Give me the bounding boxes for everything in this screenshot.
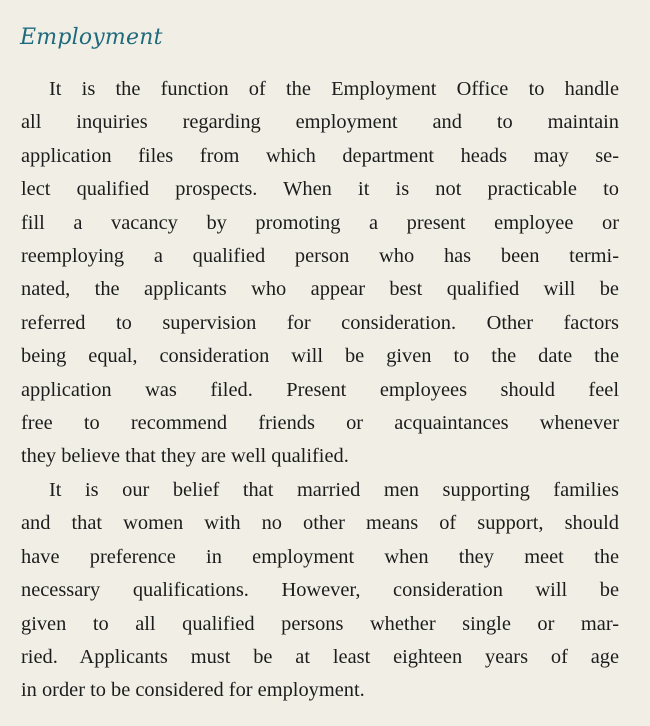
text-line: they believe that they are well qualified.: [21, 445, 349, 468]
text-line: reemploying a qualified person who has been termi-: [21, 245, 619, 268]
text-line: It is the function of the Employment Office to handle: [49, 78, 619, 100]
paragraph-employment-office: [21, 73, 619, 474]
text-line: application was filed. Present employees should feel: [21, 378, 619, 401]
text-line: ried. Applicants must be at least eighteen years of age: [21, 646, 619, 669]
text-line: application files from which department heads may se-: [21, 144, 619, 167]
text-line: nated, the applicants who appear best qualified will be: [21, 278, 619, 301]
text-line: free to recommend friends or acquaintances whenever: [21, 412, 619, 435]
text-line: It is our belief that married men supporting families: [49, 479, 619, 501]
paragraph-employment-preference: [21, 474, 619, 708]
text-line: and that women with no other means of support, should: [21, 512, 619, 535]
text-line: given to all qualified persons whether single or mar-: [21, 612, 619, 635]
text-line: have preference in employment when they meet the: [21, 545, 619, 568]
text-line: necessary qualifications. However, consideration will be: [21, 579, 619, 602]
text-line: in order to be considered for employment.: [21, 679, 365, 702]
text-line: fill a vacancy by promoting a present employee or: [21, 211, 619, 234]
text-line: all inquiries regarding employment and to maintain: [21, 111, 619, 134]
text-line: being equal, consideration will be given to the date the: [21, 345, 619, 368]
section-heading: Employment: [20, 25, 163, 50]
text-line: lect qualified prospects. When it is not practicable to: [21, 178, 619, 201]
text-line: referred to supervision for consideration. Other factors: [21, 311, 619, 334]
